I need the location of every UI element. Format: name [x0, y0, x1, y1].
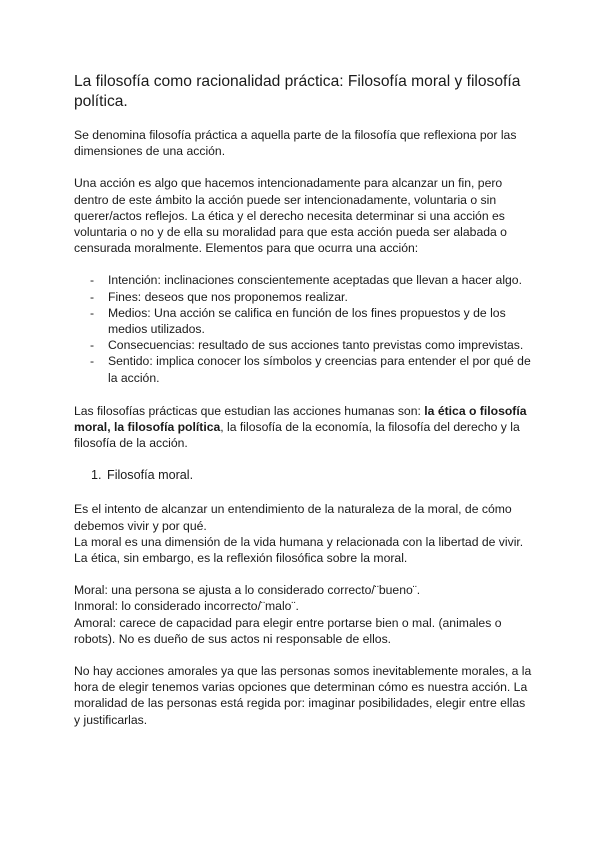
list-item: - Intención: inclinaciones conscientemente aceptadas que llevan a hacer algo. — [74, 272, 534, 288]
definition-line: Inmoral: lo considerado incorrecto/¨malo¨. — [74, 599, 299, 614]
practical-prefix: Las filosofías prácticas que estudian las acciones humanas son: — [74, 403, 425, 418]
closing-paragraph: No hay acciones amorales ya que las personas somos inevitablemente morales, a la hora de elegir tenemos varias opciones que determinan cómo es nuestra acción. La moralidad de las personas está regida por: imaginar posibilidades, elegir entre ellas y justificarlas. — [74, 664, 532, 727]
page-title: La filosofía como racionalidad práctica: Filosofía moral y filosofía política. — [74, 73, 521, 110]
practical-philosophies-paragraph — [74, 403, 534, 452]
moral-definition-line: Es el intento de alcanzar un entendimiento de la naturaleza de la moral, de cómo debemos vivir y por qué. — [74, 502, 512, 533]
section-heading — [74, 467, 534, 484]
definition-line: Moral: una persona se ajusta a lo considerado correcto/¨bueno¨. — [74, 583, 421, 598]
action-paragraph: Una acción es algo que hacemos intencionadamente para alcanzar un fin, pero dentro de este ámbito la acción puede ser intencionadamente, voluntaria o sin querer/actos reflejos. La ética y el derecho necesita determinar si una acción es voluntaria o no y de ella su moralidad para que esta acción pueda ser alabada o censurada moralmente. Elementos para que ocurra una acción: — [74, 176, 507, 256]
moral-definition-block — [74, 501, 534, 566]
list-item: - Sentido: implica conocer los símbolos y creencias para entender el por qué de la acción. — [74, 353, 534, 385]
section-number: 1. — [91, 468, 102, 483]
intro-paragraph: Se denomina filosofía práctica a aquella parte de la filosofía que reflexiona por las dimensiones de una acción. — [74, 128, 517, 159]
definitions-block — [74, 582, 534, 647]
list-item: - Fines: deseos que nos proponemos realizar. — [74, 289, 534, 305]
practical-suffix: , la filosofía de la economía, la filosofía del derecho y la filosofía de la acción. — [74, 420, 520, 451]
document-page — [74, 72, 534, 744]
list-item: - Consecuencias: resultado de sus acciones tanto previstas como imprevistas. — [74, 337, 534, 353]
practical-bold: la ética o filosofía moral, la filosofía política — [74, 403, 527, 435]
section-title: Filosofía moral. — [107, 468, 194, 483]
moral-definition-line: La moral es una dimensión de la vida humana y relacionada con la libertad de vivir. — [74, 534, 524, 549]
action-elements-list — [74, 272, 534, 385]
moral-definition-line: La ética, sin embargo, es la reflexión filosófica sobre la moral. — [74, 551, 408, 566]
list-item: - Medios: Una acción se califica en función de los fines propuestos y de los medios utilizados. — [74, 305, 534, 337]
definition-line: Amoral: carece de capacidad para elegir entre portarse bien o mal. (animales o robots). No es dueño de sus actos ni responsable de ellos. — [74, 615, 502, 646]
